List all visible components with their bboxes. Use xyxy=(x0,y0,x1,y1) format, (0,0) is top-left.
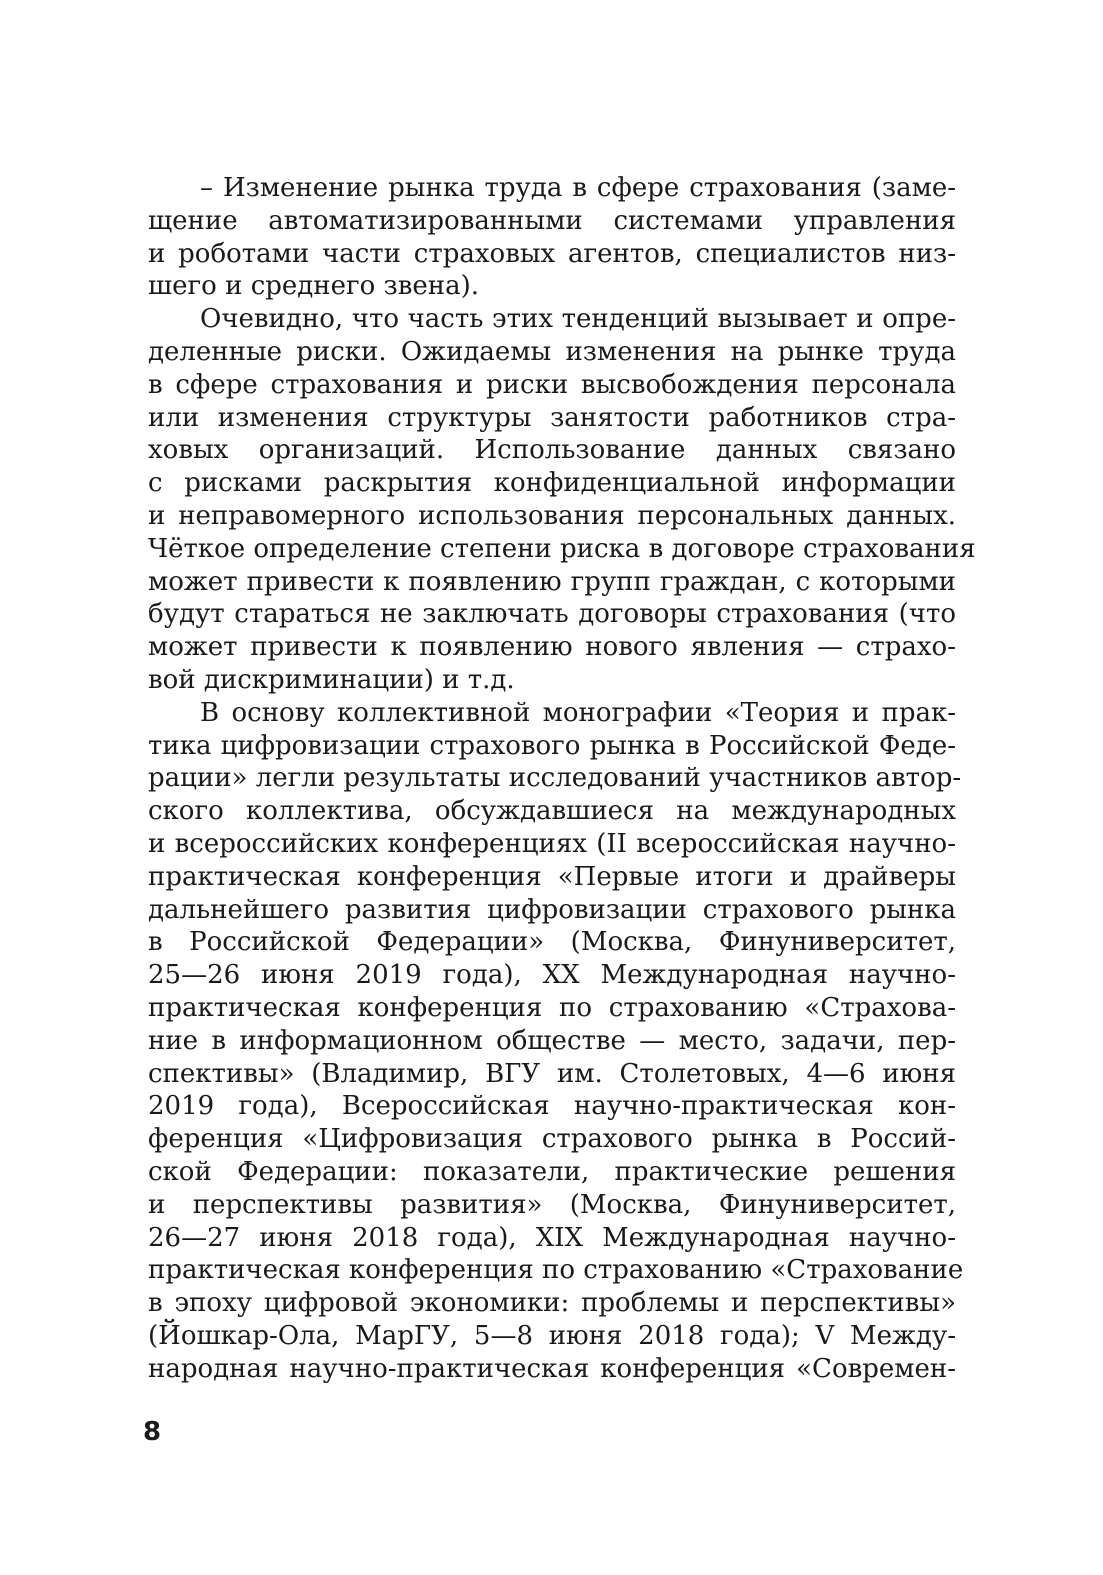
text-line: 26—27 июня 2018 года), XIX Международная научно- xyxy=(148,1222,956,1253)
text-line: и всероссийских конференциях (II всероссийская научно- xyxy=(148,828,956,859)
page-number: 8 xyxy=(143,1417,162,1447)
text-line: и неправомерного использования персональных данных. xyxy=(148,500,956,531)
text-line: и роботами части страховых агентов, специалистов низ- xyxy=(148,238,956,269)
text-line: практическая конференция по страхованию «Страхование xyxy=(148,1255,964,1286)
text-line: может привести к появлению нового явления — страхо- xyxy=(148,632,956,663)
text-line: народная научно-практическая конференция «Современ- xyxy=(148,1353,956,1384)
text-line: 25—26 июня 2019 года), XX Международная научно- xyxy=(148,960,956,991)
text-line: ние в информационном обществе — место, задачи, пер- xyxy=(148,1025,956,1056)
text-line: спективы» (Владимир, ВГУ им. Столетовых, 4—6 июня xyxy=(148,1058,956,1089)
text-line: Очевидно, что часть этих тенденций вызывает и опре- xyxy=(200,304,956,335)
text-line: 2019 года), Всероссийская научно-практическая кон- xyxy=(148,1091,956,1122)
text-line: В основу коллективной монографии «Теория и прак- xyxy=(200,697,956,728)
text-line: Чёткое определение степени риска в договоре страхования xyxy=(148,533,976,564)
text-line: в Российской Федерации» (Москва, Финуниверситет, xyxy=(148,927,956,958)
text-line: ской Федерации: показатели, практические решения xyxy=(148,1156,956,1187)
text-line: может привести к появлению групп граждан, с которыми xyxy=(148,566,956,597)
text-line: и перспективы развития» (Москва, Финуниверситет, xyxy=(148,1189,956,1220)
text-line: практическая конференция по страхованию «Страхова- xyxy=(148,992,956,1023)
text-line: с рисками раскрытия конфиденциальной информации xyxy=(148,468,956,499)
text-line: деленные риски. Ожидаемы изменения на рынке труда xyxy=(148,336,956,367)
text-line: дальнейшего развития цифровизации страхового рынка xyxy=(148,894,956,925)
text-line: ференция «Цифровизация страхового рынка в Россий- xyxy=(148,1124,956,1155)
text-line: в сфере страхования и риски высвобождения персонала xyxy=(148,369,956,400)
text-line: в эпоху цифровой экономики: проблемы и перспективы» xyxy=(148,1288,956,1319)
text-line: (Йошкар-Ола, МарГУ, 5—8 июня 2018 года); V Между- xyxy=(148,1320,956,1351)
text-line: шего и среднего звена). xyxy=(148,271,479,302)
body-text xyxy=(148,172,976,1385)
text-line: ского коллектива, обсуждавшиеся на международных xyxy=(148,796,956,827)
text-line: практическая конференция «Первые итоги и драйверы xyxy=(148,861,956,892)
text-line: вой дискриминации) и т.д. xyxy=(148,664,515,695)
text-line: тика цифровизации страхового рынка в Российской Феде- xyxy=(148,730,956,761)
text-line: – Изменение рынка труда в сфере страхования (заме- xyxy=(200,173,956,203)
text-line: или изменения структуры занятости работников стра- xyxy=(148,402,956,433)
text-line: рации» легли результаты исследований участников автор- xyxy=(148,763,962,794)
text-line: будут стараться не заключать договоры страхования (что xyxy=(148,599,956,630)
text-line: ховых организаций. Использование данных связано xyxy=(148,435,956,466)
text-line: щение автоматизированными системами управления xyxy=(148,205,956,236)
